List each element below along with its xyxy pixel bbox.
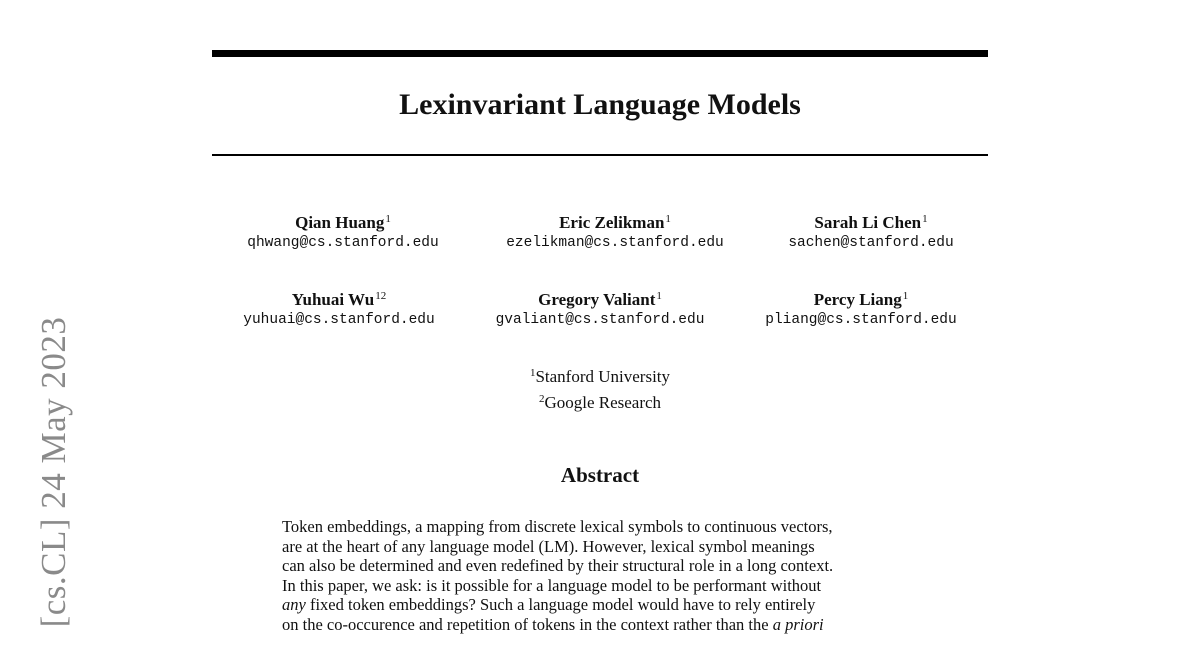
author-block [460,286,740,330]
author-email[interactable]: pliang@cs.stanford.edu [765,312,957,328]
author-name: Percy Liang$^1$ [813,290,909,309]
arxiv-side-stamp [28,296,80,648]
title-top-rule [212,50,988,57]
author-name: Qian Huang$^1$ [295,213,391,232]
author-block [199,286,479,330]
abstract-line: In this paper, we ask: is it possible for a language model to be performant without [282,575,822,595]
affiliation: $^2$Google Research [538,393,662,412]
author-block [731,209,1011,253]
author-block [475,209,755,253]
author-name: Yuhuai Wu$^{12}$ [291,290,387,309]
author-name: Eric Zelikman$^1$ [559,213,671,232]
abstract-line: can also be determined and even redefined by their structural role in a long context. [282,556,834,575]
affiliations [450,362,750,414]
abstract-heading: Abstract [560,463,640,487]
author-name: Sarah Li Chen$^1$ [814,213,928,232]
abstract-line: Token embeddings, a mapping from discrete lexical symbols to continuous vectors, [282,517,833,536]
author-email[interactable]: qhwang@cs.stanford.edu [247,235,439,251]
author-block [721,286,1001,330]
author-email[interactable]: ezelikman@cs.stanford.edu [506,235,724,251]
title-bottom-rule [212,154,988,156]
affiliation: $^1$Stanford University [529,367,671,386]
author-email[interactable]: gvaliant@cs.stanford.edu [495,312,705,328]
arxiv-stamp-text: [cs.CL] 24 May 2023 [34,316,73,628]
abstract-line: on the co-occurence and repetition of tokens in the context rather than the a priori [282,614,824,634]
abstract-line: are at the heart of any language model (LM). However, lexical symbol meanings [282,536,815,556]
author-name: Gregory Valiant$^1$ [538,290,662,309]
paper-title: Lexinvariant Language Models [399,88,801,121]
abstract-line: any fixed token embeddings? Such a language model would have to rely entirely [282,595,816,614]
author-block [203,209,483,253]
author-email[interactable]: sachen@stanford.edu [788,235,954,251]
abstract-body [282,517,922,634]
author-email[interactable]: yuhuai@cs.stanford.edu [243,312,435,328]
